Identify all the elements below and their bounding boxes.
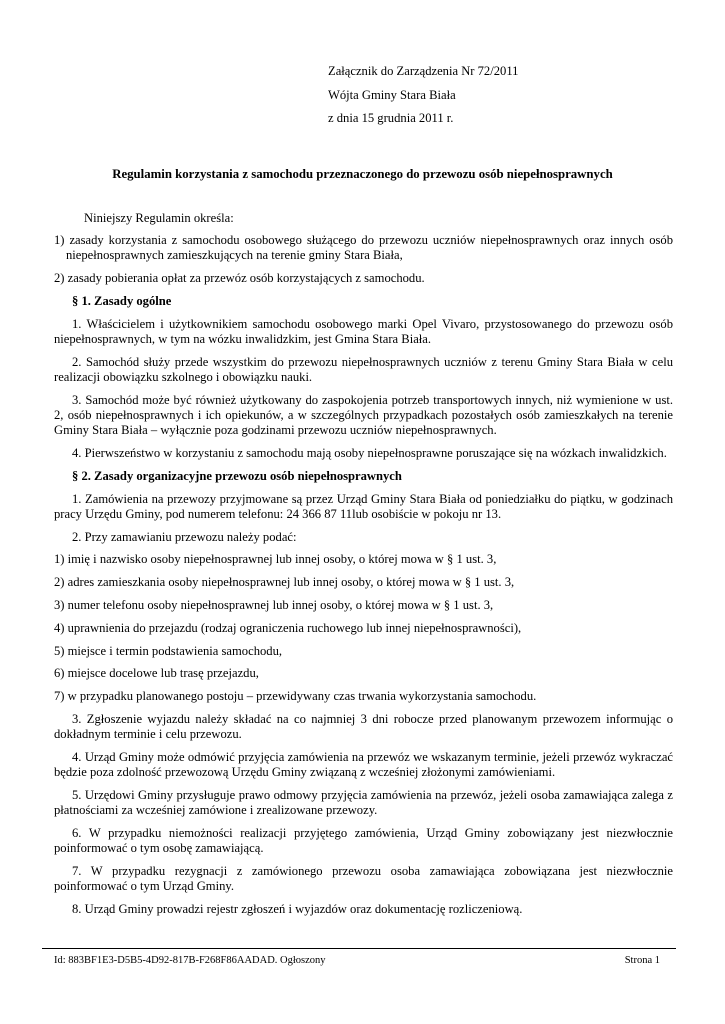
footer-page-number: Strona 1 [624,955,660,966]
section-2-list-item: 3) numer telefonu osoby niepełnosprawnej lub innej osoby, o której mowa w § 1 ust. 3, [54,597,494,612]
section-2-list-item: 2) adres zamieszkania osoby niepełnosprawnej lub innej osoby, o której mowa w § 1 ust. 3, [54,575,515,590]
intro-lead: Niniejszy Regulamin określa: [84,211,234,225]
document-title: Regulamin korzystania z samochodu przeznaczonego do przewozu osób niepełnosprawnych [112,167,613,181]
section-2-paragraph: 3. Zgłoszenie wyjazdu należy składać na co najmniej 3 dni robocze przed planowanym przewozem informując o dokładnym terminie i celu przewozu. [54,711,673,742]
section-1-paragraph: 2. Samochód służy przede wszystkim do przewozu niepełnosprawnych uczniów z terenu Gminy Stara Biała w celu realizacji obowiązku szkolnego i obowiązku nauki. [54,354,673,384]
section-2-list-item: 1) imię i nazwisko osoby niepełnosprawnej lub innej osoby, o której mowa w § 1 ust. 3, [54,552,497,567]
section-1-paragraph: 4. Pierwszeństwo w korzystaniu z samochodu mają osoby niepełnosprawne poruszające się na wózkach inwalidzkich. [72,446,667,460]
section-2-paragraph: 4. Urząd Gminy może odmówić przyjęcia zamówienia na przewóz we wskazanym terminie, jeżeli przewóz wykraczać będzie poza zdolność przewozową Urzędu Gminy związaną z wcześniej złożonymi zamówieniami. [54,749,673,780]
annex-line-3: z dnia 15 grudnia 2011 r. [328,111,454,125]
section-2-list-item: 4) uprawnienia do przejazdu (rodzaj ograniczenia ruchowego lub innej niepełnosprawności), [54,620,522,635]
section-2-paragraph: 2. Przy zamawianiu przewozu należy podać: [72,529,297,544]
annex-line-1: Załącznik do Zarządzenia Nr 72/2011 [328,64,519,78]
section-2-paragraph: 1. Zamówienia na przewozy przyjmowane są przez Urząd Gminy Stara Biała od poniedziałku do piątku, w godzinach pracy Urzędu Gminy, pod numerem telefonu: 24 366 87 11lub osobiście w pokoju nr 13. [54,491,673,521]
section-2-list-item: 6) miejsce docelowe lub trasę przejazdu, [54,666,259,681]
section-2-paragraph: 6. W przypadku niemożności realizacji przyjętego zamówienia, Urząd Gminy zobowiązany jest niezwłocznie poinformować o tym osobę zamawiającą. [54,825,673,856]
section-1-heading: § 1. Zasady ogólne [72,294,172,308]
annex-header [328,60,518,131]
section-2-paragraph: 5. Urzędowi Gminy przysługuje prawo odmowy przyjęcia zamówienia na przewóz, jeżeli osoba zamawiająca zalega z płatnościami za wcześniej zamówione i zrealizowane przewozy. [54,787,673,818]
footer-document-id: Id: 883BF1E3-D5B5-4D92-817B-F268F86AADAD. Ogłoszony [54,955,326,966]
annex-line-2: Wójta Gminy Stara Biała [328,87,456,102]
section-1-paragraph: 3. Samochód może być również użytkowany do zaspokojenia potrzeb transportowych innych, niż wymienione w ust. 2, osób niepełnosprawnych i ich opiekunów, a w szczególnych przypadkach pozostałych osób zamieszkałych na terenie Gminy Stara Biała – wyłącznie poza godzinami przewozu uczniów niepełnosprawnych. [54,392,673,438]
footer-divider [42,948,676,949]
section-1-paragraph: 1. Właścicielem i użytkownikiem samochodu osobowego marki Opel Vivaro, przystosowanego do przewozu osób niepełnosprawnych, w tym na wózku inwalidzkim, jest Gmina Stara Biała. [54,316,673,346]
document-body [54,211,673,925]
section-2-paragraph: 7. W przypadku rezygnacji z zamówionego przewozu osoba zamawiająca zobowiązana jest niezwłocznie poinformować o tym Urząd Gminy. [54,863,673,894]
section-2-list-item: 7) w przypadku planowanego postoju – przewidywany czas trwania wykorzystania samochodu. [54,689,537,704]
section-2-paragraph: 8. Urząd Gminy prowadzi rejestr zgłoszeń i wyjazdów oraz dokumentację rozliczeniową. [72,901,523,916]
intro-item: 2) zasady pobierania opłat za przewóz osób korzystających z samochodu. [54,271,425,286]
section-2-list-item: 5) miejsce i termin podstawienia samochodu, [54,643,283,658]
intro-item: 1) zasady korzystania z samochodu osobowego służącego do przewozu uczniów niepełnosprawnych oraz innych osób niepełnosprawnych zamieszkujących na terenie gminy Stara Biała, [54,233,673,263]
section-2-heading: § 2. Zasady organizacyjne przewozu osób niepełnosprawnych [72,468,402,483]
